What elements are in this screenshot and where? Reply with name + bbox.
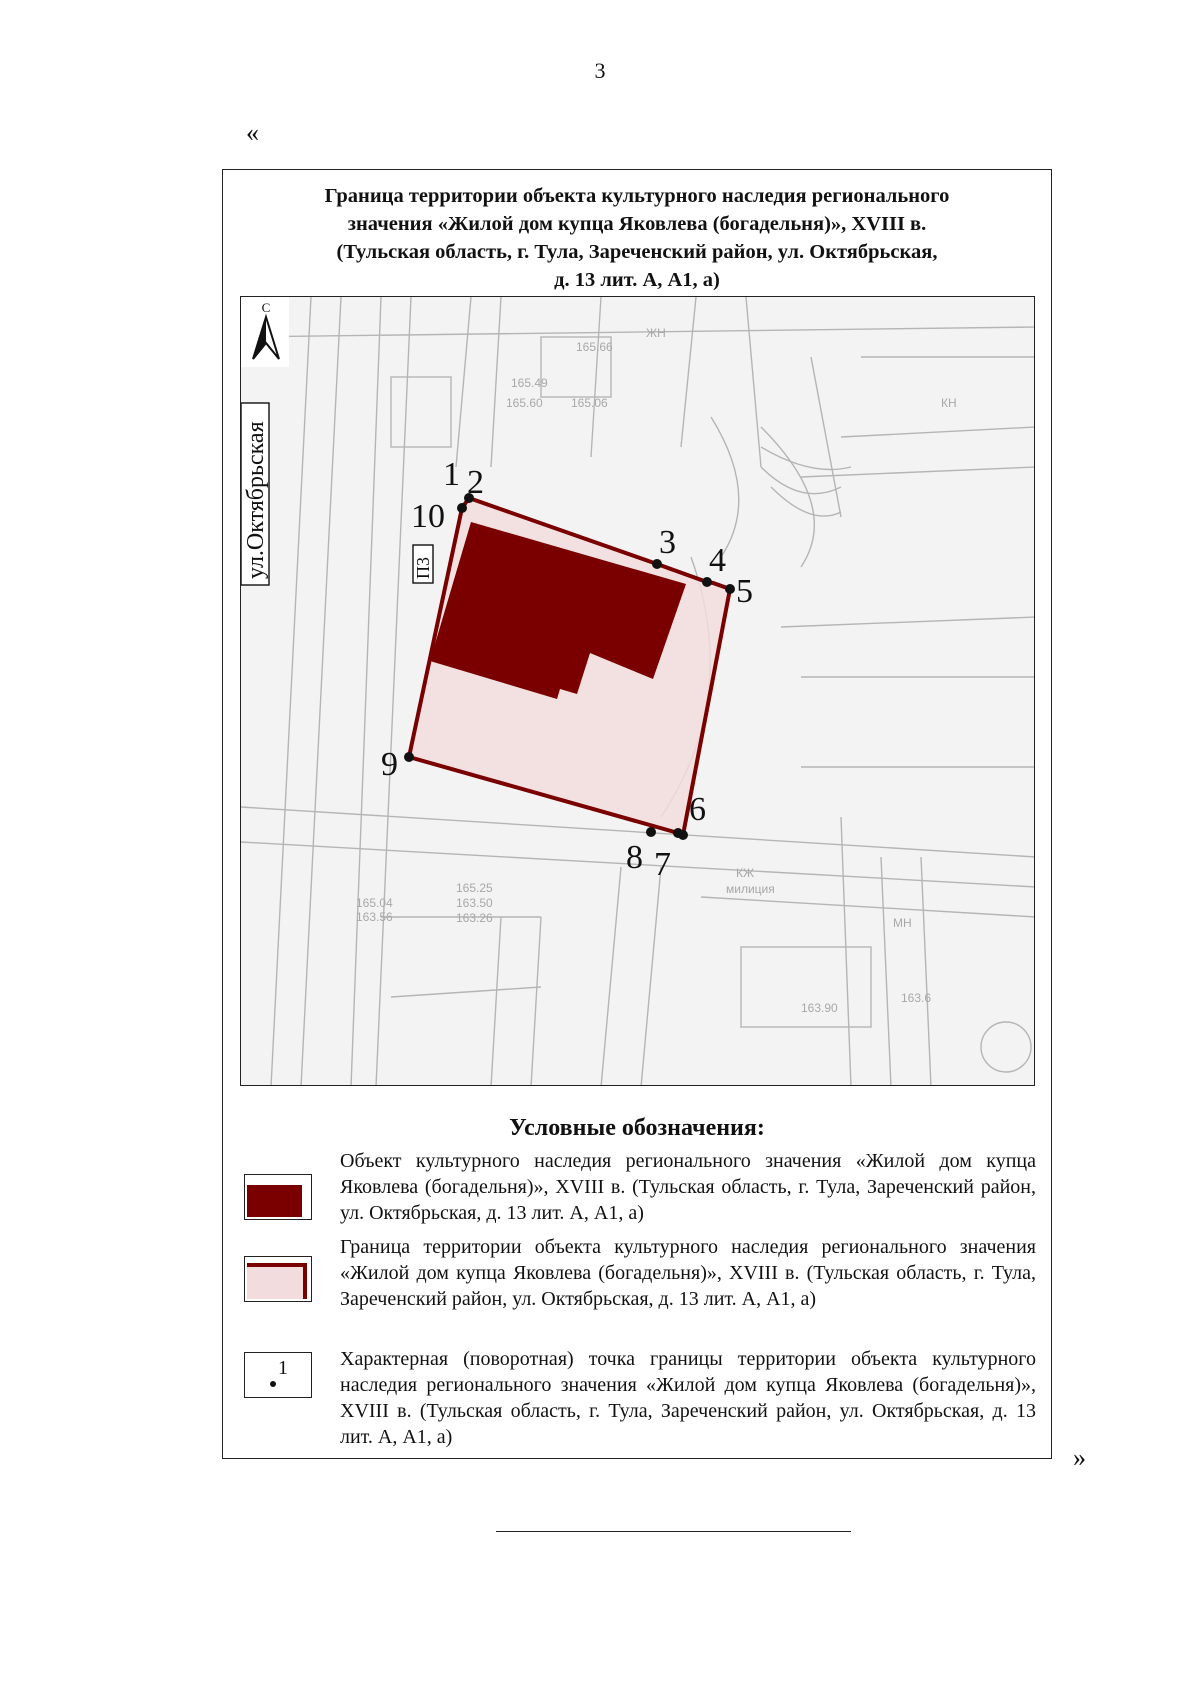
object-fill-sample [247,1185,302,1217]
map-title-line-4: д. 13 лит. А, А1, а) [554,269,720,291]
street-label-box [241,403,269,585]
page-number: 3 [594,58,606,83]
footer-divider [496,1531,851,1532]
bg-label: милиция [726,882,775,896]
map-title-line-1: Граница территории объекта культурного наследия регионального [324,185,950,207]
boundary-fill-sample [247,1263,307,1299]
point-label-1: 1 [443,456,460,493]
point-label-6: 6 [689,791,706,828]
point-label-10: 10 [411,498,445,535]
point-label-2: 2 [467,464,484,501]
bg-label: 163.56 [356,910,393,924]
street-label: ул.Октябрьская [243,421,269,579]
bg-label: 165.49 [511,376,548,390]
bg-label: 165.60 [506,396,543,410]
bg-label: МН [893,916,912,930]
boundary-point [673,828,683,838]
legend-point-sample-label: 1 [278,1357,288,1379]
boundary-point [404,752,414,762]
legend-object-text: Объект культурного наследия регионального значения «Жилой дом купца Яковлева (богадельня)», XVIII в. (Тульская область, г. Тула, Зареченский район, ул. Октябрьская, д. 13 лит. А, А1, а) [340,1150,1036,1224]
bg-label: 163.50 [456,896,493,910]
open-quote: « [246,118,259,147]
boundary-point [725,584,735,594]
legend-object-swatch [244,1174,312,1220]
point-label-5: 5 [736,573,753,610]
legend-title: Условные обозначения: [509,1115,765,1141]
boundary-point [646,827,656,837]
map-title-line-2: значения «Жилой дом купца Яковлева (богадельня)», XVIII в. [347,213,927,235]
point-icon [270,1381,276,1387]
bg-label: 163.6 [901,991,932,1005]
bg-label: КЖ [736,866,755,880]
point-label-9: 9 [381,746,398,783]
boundary-point [457,503,467,513]
point-label-4: 4 [709,542,726,579]
heritage-object [430,522,686,699]
legend-boundary-swatch [244,1256,312,1302]
map-title [223,182,1051,294]
bg-label: 165.25 [456,881,493,895]
legend-boundary-text: Граница территории объекта культурного наследия регионального значения «Жилой дом купца Яковлева (богадельня)», XVIII в. (Тульская область, г. Тула, Зареченский район, ул. Октябрьская, д. 13 лит. А, А1, а) [340,1236,1036,1310]
north-label: С [261,300,271,315]
north-arrow-icon [241,297,289,367]
legend-point-swatch [244,1352,312,1398]
bg-label: 165.06 [571,396,608,410]
map-area [240,296,1035,1086]
map-title-line-3: (Тульская область, г. Тула, Зареченский район, ул. Октябрьская, [336,241,938,263]
bg-label: ЖН [646,326,666,340]
point-label-3: 3 [659,524,676,561]
bg-label: 165.04 [356,896,393,910]
close-quote: » [1073,1443,1086,1472]
legend-point-text: Характерная (поворотная) точка границы территории объекта культурного наследия регионального значения «Жилой дом купца Яковлева (богадельня)», XVIII в. (Тульская область, г. Тула, Зареченский район, ул. Октябрьская, д. 13 лит. А, А1, а) [340,1348,1036,1448]
zone-label: П3 [413,557,433,579]
bg-label: 163.26 [456,911,493,925]
map-svg [241,297,1035,1086]
bg-label: 165.66 [576,340,613,354]
point-label-7: 7 [654,846,671,883]
zone-label-box [413,545,433,583]
map-frame [222,169,1052,1459]
point-label-8: 8 [626,839,643,876]
bg-label: КН [941,396,957,410]
bg-label: 163.90 [801,1001,838,1015]
